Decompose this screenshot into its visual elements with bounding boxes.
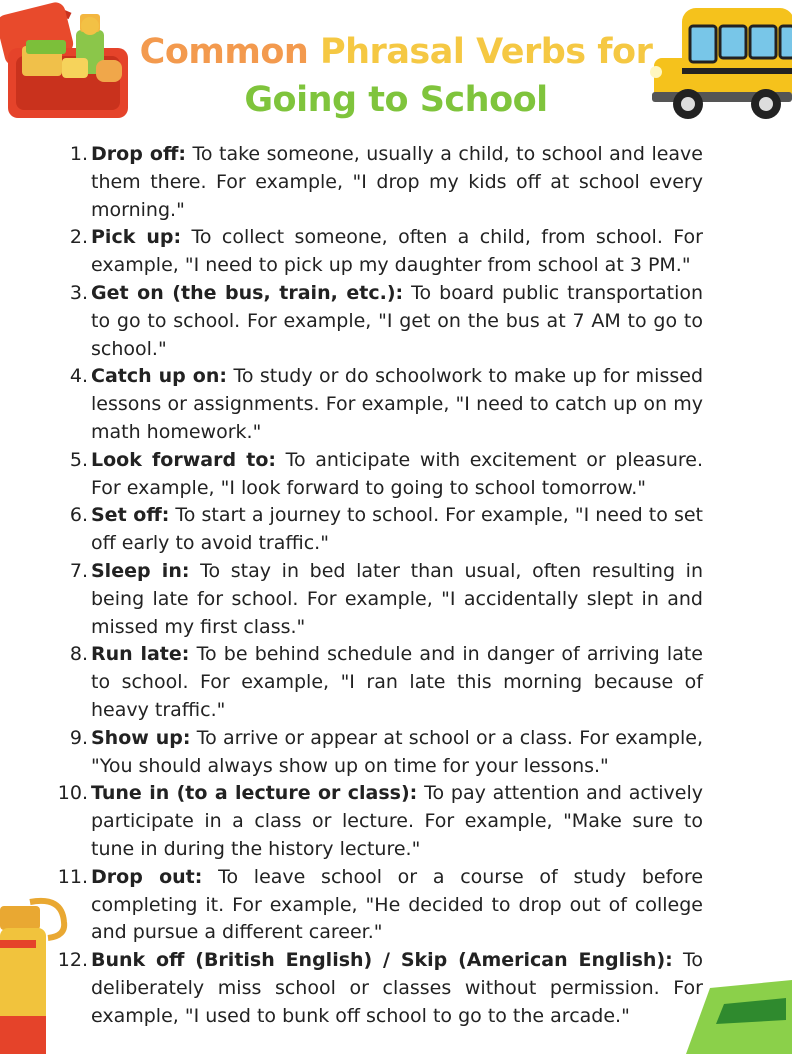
item-number: 10. xyxy=(57,782,88,805)
list-item xyxy=(0,725,792,781)
list-item xyxy=(0,947,792,1030)
item-term: Drop off: xyxy=(91,143,186,165)
item-term: Get on (the bus, train, etc.): xyxy=(91,281,404,304)
item-number: 11. xyxy=(57,865,88,888)
item-definition: To be behind schedule and in danger of arriving late to school. For example, "I ran late this morning because of heavy traffic." xyxy=(91,643,703,721)
item-number: 9. xyxy=(69,726,88,749)
item-term: Run late: xyxy=(91,643,190,666)
item-number: 7. xyxy=(69,559,88,582)
item-definition: To anticipate with excitement or pleasure. For example, "I look forward to going to school tomorrow." xyxy=(91,448,703,499)
item-definition: To study or do schoolwork to make up for missed lessons or assignments. For example, "I need to catch up on my math homework." xyxy=(91,365,704,443)
item-term: Catch up on: xyxy=(91,365,227,388)
item-definition: To arrive or appear at school or a class. For example, "You should always show up on time for your lessons." xyxy=(91,726,704,777)
item-number: 4. xyxy=(69,365,88,388)
item-term: Show up: xyxy=(91,726,191,749)
list-item xyxy=(0,558,792,641)
item-number: 2. xyxy=(69,226,88,249)
item-definition: To start a journey to school. For example, "I need to set off early to avoid traffic." xyxy=(91,504,703,555)
item-definition: To leave school or a course of study before completing it. For example, "He decided to drop out of college and pursue a different career." xyxy=(91,865,704,944)
item-number: 12. xyxy=(57,949,88,972)
item-number: 5. xyxy=(69,448,88,471)
item-term: Set off: xyxy=(91,504,170,527)
list-item xyxy=(0,280,792,363)
item-term: Tune in (to a lecture or class): xyxy=(91,782,418,805)
title-part-2: Phrasal Verbs for xyxy=(319,32,653,72)
title-part-1: Common xyxy=(139,32,309,72)
item-number: 3. xyxy=(69,281,88,304)
item-term: Drop out: xyxy=(91,865,203,888)
title-part-3: Going to School xyxy=(244,80,548,120)
item-definition: To take someone, usually a child, to school and leave them there. For example, "I drop my kids off at school every morning." xyxy=(91,143,703,221)
item-number: 8. xyxy=(69,643,88,666)
list-item xyxy=(0,641,792,724)
item-term: Sleep in: xyxy=(91,559,190,582)
list-item xyxy=(0,363,792,446)
item-term: Look forward to: xyxy=(91,448,276,471)
item-definition: To stay in bed later than usual, often resulting in being late for school. For example, "I accidentally slept in and missed my first class." xyxy=(91,559,703,638)
item-term: Bunk off (British English) / Skip (American English): xyxy=(91,949,673,972)
item-term: Pick up: xyxy=(91,226,182,249)
item-definition: To pay attention and actively participate in a class or lecture. For example, "Make sure to tune in during the history lecture." xyxy=(91,782,704,860)
list-item xyxy=(0,502,792,558)
list-item xyxy=(0,780,792,863)
list-item xyxy=(0,141,792,224)
item-definition: To collect someone, often a child, from school. For example, "I need to pick up my daughter from school at 3 PM." xyxy=(91,226,703,277)
page-title xyxy=(0,28,792,124)
item-definition: To deliberately miss school or classes without permission. For example, "I used to bunk off school to go to the arcade." xyxy=(91,949,704,1027)
list-item xyxy=(0,224,792,280)
item-number: 6. xyxy=(69,504,88,527)
item-number: 1. xyxy=(69,143,88,165)
list-item xyxy=(0,864,792,947)
phrasal-verb-list xyxy=(0,141,792,1031)
list-item xyxy=(0,447,792,503)
item-definition: To board public transportation to go to school. For example, "I get on the bus at 7 AM to go to school." xyxy=(91,281,704,360)
